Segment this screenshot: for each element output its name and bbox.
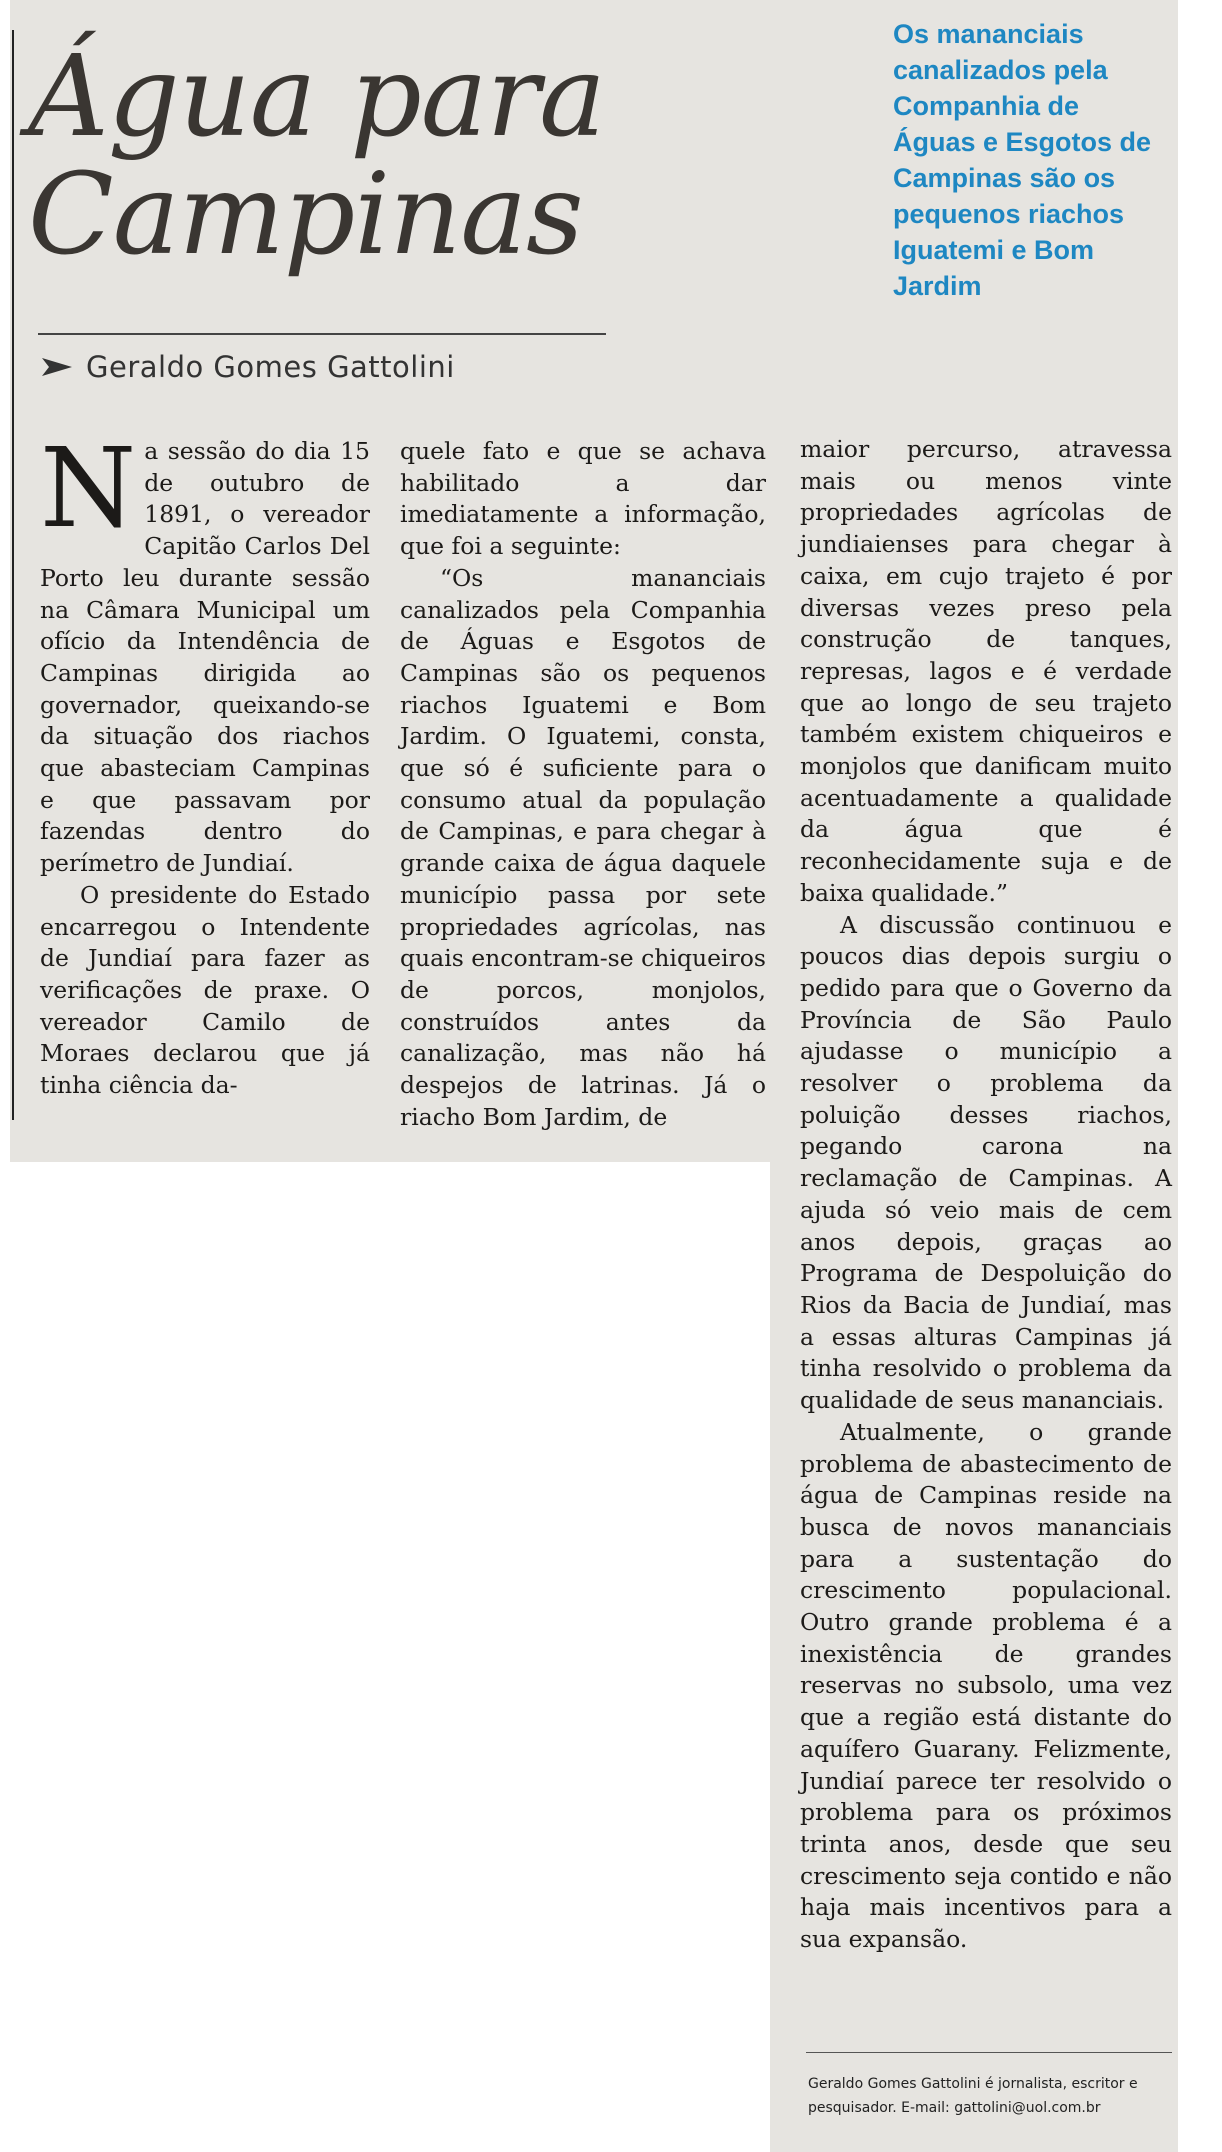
paragraph: A discussão continuou e poucos dias depois surgiu o pedido para que o Governo da Província de São Paulo ajudasse o município a resolver o problema da poluição desses riachos, pegando carona na reclamação de Campinas. A ajuda só veio mais de cem anos depois, graças ao Programa de Despoluição do Rios da Bacia de Jundiaí, mas a essas alturas Campinas já tinha resolvido o problema da qualidade de seus mananciais. [800, 910, 1172, 1415]
text-column-1 [40, 424, 370, 1102]
paragraph: O presidente do Estado encarregou o Intendente de Jundiaí para fazer as verificações de praxe. O vereador Camilo de Moraes declarou que já tinha ciência da- [40, 880, 370, 1100]
paragraph: quele fato e que se achava habilitado a dar imediatamente a informação, que foi a seguinte: [400, 437, 766, 561]
text-column-3 [800, 434, 1172, 1956]
author-bio: Geraldo Gomes Gattolini é jornalista, escritor e pesquisador. E-mail: gattolini@uol.com.br [808, 2076, 1138, 2116]
paragraph: maior percurso, atravessa mais ou menos vinte propriedades agrícolas de jundiaienses para chegar à caixa, em cujo trajeto é por diversas vezes preso pela construção de tanques, represas, lagos e é verdade que ao longo de seu trajeto também existem chiqueiros e monjolos que danificam muito acentuadamente a qualidade da água que é reconhecidamente suja e de baixa qualidade.” [800, 435, 1172, 907]
byline-divider [38, 333, 606, 335]
text-column-2 [400, 436, 766, 1133]
arrow-right-icon [40, 355, 74, 379]
footer-divider [806, 2052, 1172, 2053]
paragraph: “Os mananciais canalizados pela Companhia de Águas e Esgotos de Campinas são os pequenos riachos Iguatemi e Bom Jardim. O Iguatemi, consta, que só é suficiente para o consumo atual da população de Campinas, e para chegar à grande caixa de água daquele município passa por sete propriedades agrícolas, nas quais encontram-se chiqueiros de porcos, monjolos, construídos antes da canalização, mas não há despejos de latrinas. Já o riacho Bom Jardim, de [400, 563, 766, 1131]
paragraph: Atualmente, o grande problema de abastecimento de água de Campinas reside na busca de novos mananciais para a sustentação do crescimento populacional. Outro grande problema é a inexistência de grandes reservas no subsolo, uma vez que a região está distante do aquífero Guarany. Felizmente, Jundiaí parece ter resolvido o problema para os próximos trinta anos, desde que seu crescimento seja contido e não haja mais incentivos para a sua expansão. [800, 1417, 1172, 1954]
margin-rule [12, 30, 14, 1120]
drop-cap: N [40, 424, 137, 552]
paragraph: a sessão do dia 15 de outubro de 1891, o vereador Capitão Carlos Del Porto leu durante sessão na Câmara Municipal um ofício da Intendência de Campinas dirigida ao governador, queixando-se da situação dos riachos que abasteciam Campinas e que passavam por fazendas dentro do perímetro de Jundiaí. [40, 437, 370, 878]
article-deck: Os mananciais canalizados pela Companhia de Águas e Esgotos de Campinas são os pequenos riachos Iguatemi e Bom Jardim [893, 19, 1152, 301]
author-name: Geraldo Gomes Gattolini [86, 350, 455, 384]
byline [40, 350, 640, 384]
article-title: Água para Campinas [28, 32, 605, 280]
